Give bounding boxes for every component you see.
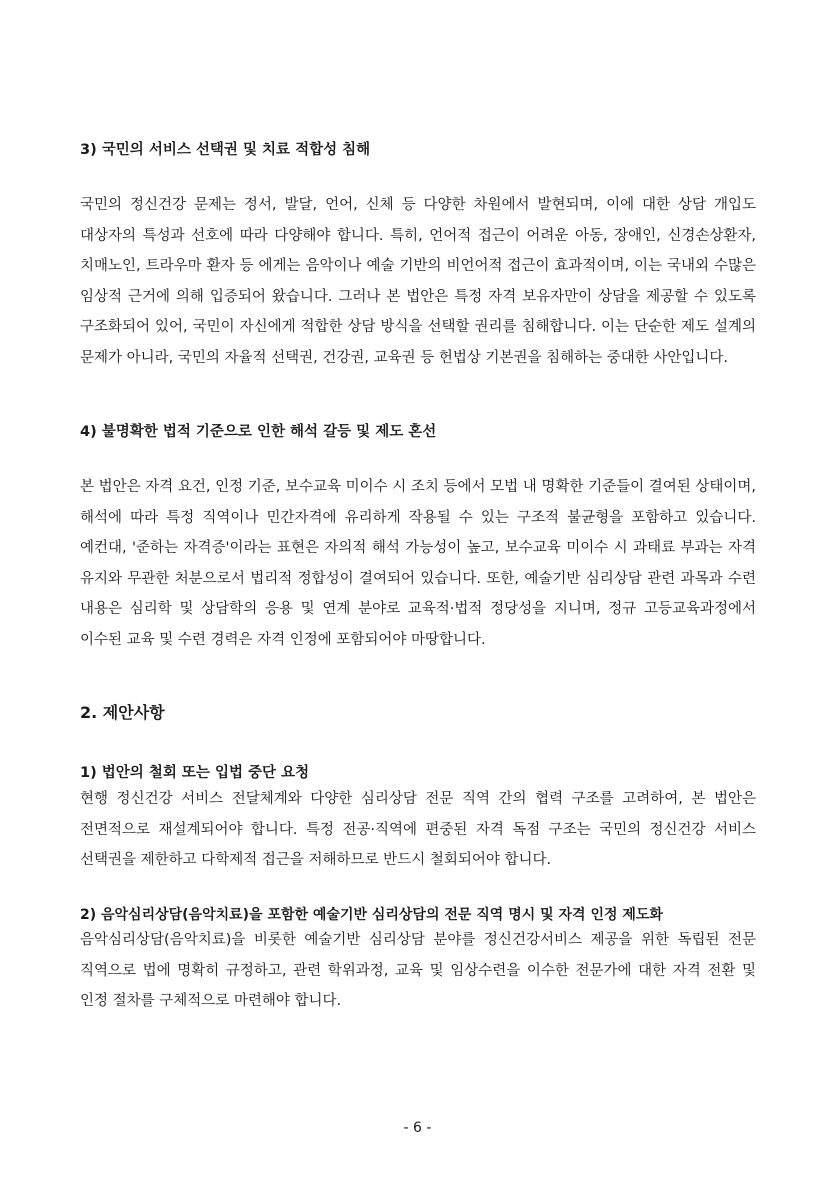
proposal-2-heading: 2) 음악심리상담(음악치료)을 포함한 예술기반 심리상담의 전문 직역 명시 및 자격 인정 제도화 — [80, 907, 663, 923]
proposal-1-heading: 1) 법안의 철회 또는 입법 중단 요청 — [80, 765, 310, 781]
page-number: - 6 - — [403, 1120, 432, 1136]
section-3-body: 국민의 정신건강 문제는 정서, 발달, 언어, 신체 등 다양한 차원에서 발현되며, 이에 대한 상담 개입도 대상자의 특성과 선호에 따라 다양해야 합니다. 특히, 언어적 접근이 어려운 아동, 장애인, 신경손상환자, 치매노인, 트라우마 환자 등 에게는 음악이나 예술 기반의 비언어적 접근이 효과적이며, 이는 국내외 수많은 임상적 근거에 의해 입증되어 왔습니다. 그러나 본 법안은 특정 자격 보유자만이 상담을 제공할 수 있도록 구조화되어 있어, 국민이 자신에게 적합한 상담 방식을 선택할 권리를 침해합니다. 이는 단순한 제도 설계의 문제가 아니라, 국민의 자율적 선택권, 건강권, 교육권 등 헌법상 기본권을 침해하는 중대한 사안입니다. — [80, 197, 756, 366]
proposals-title: 2. 제안사항 — [80, 703, 165, 722]
proposal-1-body: 현행 정신건강 서비스 전달체계와 다양한 심리상담 전문 직역 간의 협력 구조를 고려하여, 본 법안은 전면적으로 재설계되어야 합니다. 특정 전공·직역에 편중된 자격 독점 구조는 국민의 정신건강 서비스 선택권을 제한하고 다학제적 접근을 저해하므로 반드시 철회되어야 합니다. — [80, 791, 756, 868]
section-4-heading: 4) 불명확한 법적 기준으로 인한 해석 갈등 및 제도 혼선 — [80, 424, 437, 440]
section-3-heading: 3) 국민의 서비스 선택권 및 치료 적합성 침해 — [80, 142, 371, 158]
proposal-2-body: 음악심리상담(음악치료)을 비롯한 예술기반 심리상담 분야를 정신건강서비스 제공을 위한 독립된 전문 직역으로 법에 명확히 규정하고, 관련 학위과정, 교육 및 임상수련을 이수한 전문가에 대한 자격 전환 및 인정 절차를 구체적으로 마련해야 합니다. — [80, 932, 756, 1009]
section-4-body: 본 법안은 자격 요건, 인정 기준, 보수교육 미이수 시 조치 등에서 모법 내 명확한 기준들이 결여된 상태이며, 해석에 따라 특정 직역이나 민간자격에 유리하게 작용될 수 있는 구조적 불균형을 포함하고 있습니다. 예컨대, '준하는 자격증'이라는 표현은 자의적 해석 가능성이 높고, 보수교육 미이수 시 과태료 부과는 자격 유지와 무관한 처분으로서 법리적 정합성이 결여되어 있습니다. 또한, 예술기반 심리상담 관련 과목과 수련 내용은 심리학 및 상담학의 응용 및 연계 분야로 교육적·법적 정당성을 지니며, 정규 고등교육과정에서 이수된 교육 및 수련 경력은 자격 인정에 포함되어야 마땅합니다. — [80, 479, 756, 648]
